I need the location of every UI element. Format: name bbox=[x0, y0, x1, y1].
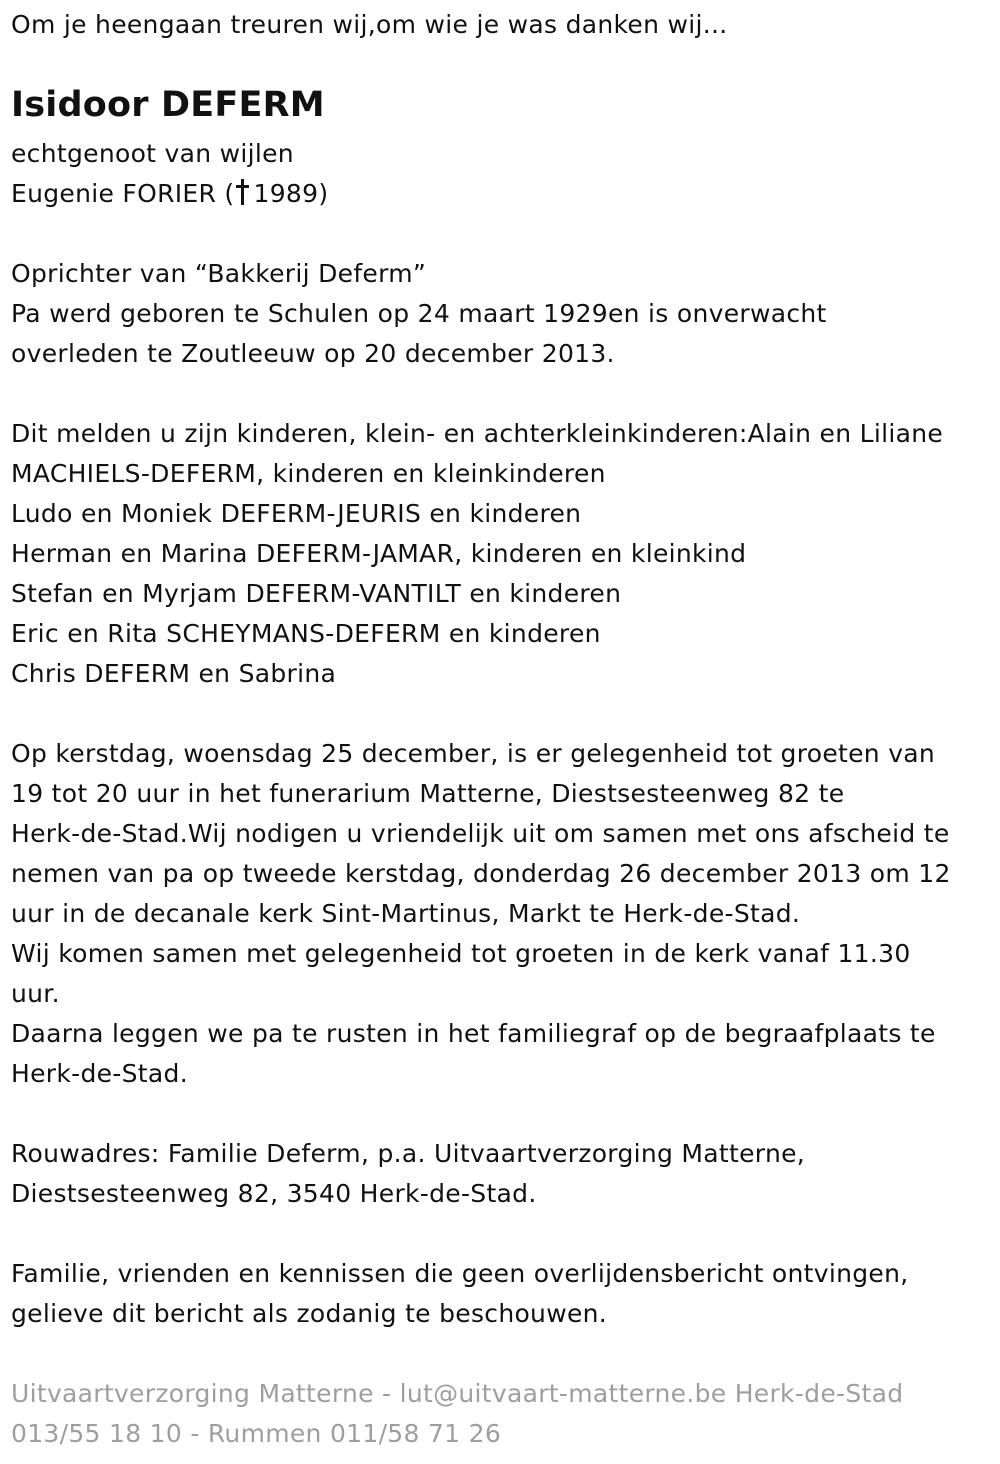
family-line: Ludo en Moniek DEFERM-JEURIS en kinderen bbox=[11, 499, 582, 528]
ceremony-line: Op kerstdag, woensdag 25 december, is er gelegenheid tot groeten van bbox=[11, 739, 936, 768]
address-line: Rouwadres: Familie Deferm, p.a. Uitvaartverzorging Matterne, bbox=[11, 1139, 806, 1168]
family-line: Eric en Rita SCHEYMANS-DEFERM en kinderen bbox=[11, 619, 601, 648]
footer-line: Uitvaartverzorging Matterne - lut@uitvaart-matterne.be Herk-de-Stad bbox=[11, 1379, 904, 1408]
spouse-intro: echtgenoot van wijlen bbox=[11, 139, 294, 168]
family-line: Dit melden u zijn kinderen, klein- en achterkleinkinderen:Alain en Liliane bbox=[11, 419, 944, 448]
ceremony-line: Daarna leggen we pa te rusten in het familiegraf op de begraafplaats te bbox=[11, 1019, 936, 1048]
ceremony-line: uur. bbox=[11, 979, 60, 1008]
ceremony-line: 19 tot 20 uur in het funerarium Matterne, Diestsesteenweg 82 te bbox=[11, 779, 845, 808]
family-line: Herman en Marina DEFERM-JAMAR, kinderen en kleinkind bbox=[11, 539, 747, 568]
family-line: Chris DEFERM en Sabrina bbox=[11, 659, 337, 688]
notice-line: Familie, vrienden en kennissen die geen overlijdensbericht ontvingen, bbox=[11, 1259, 909, 1288]
ceremony-line: Wij komen samen met gelegenheid tot groeten in de kerk vanaf 11.30 bbox=[11, 939, 911, 968]
spouse-suffix: ) bbox=[318, 179, 329, 208]
spouse-name: Eugenie FORIER ( bbox=[11, 179, 235, 208]
spouse-death-year: 1989 bbox=[253, 179, 319, 208]
cross-icon bbox=[236, 179, 249, 205]
family-line: MACHIELS-DEFERM, kinderen en kleinkinderen bbox=[11, 459, 606, 488]
address-line: Diestsesteenweg 82, 3540 Herk-de-Stad. bbox=[11, 1179, 537, 1208]
bio-line: overleden te Zoutleeuw op 20 december 2013. bbox=[11, 339, 615, 368]
ceremony-line: Herk-de-Stad. bbox=[11, 1059, 188, 1088]
bio-line: Oprichter van “Bakkerij Deferm” bbox=[11, 259, 427, 288]
spouse-name-line bbox=[11, 174, 328, 214]
family-line: Stefan en Myrjam DEFERM-VANTILT en kinderen bbox=[11, 579, 622, 608]
motto: Om je heengaan treuren wij,om wie je was danken wij... bbox=[11, 10, 728, 39]
bio-line: Pa werd geboren te Schulen op 24 maart 1929en is onverwacht bbox=[11, 299, 827, 328]
ceremony-line: Herk-de-Stad.Wij nodigen u vriendelijk uit om samen met ons afscheid te bbox=[11, 819, 950, 848]
deceased-name: Isidoor DEFERM bbox=[11, 85, 325, 125]
notice-line: gelieve dit bericht als zodanig te beschouwen. bbox=[11, 1299, 608, 1328]
footer-line: 013/55 18 10 - Rummen 011/58 71 26 bbox=[11, 1419, 502, 1448]
ceremony-line: uur in de decanale kerk Sint-Martinus, Markt te Herk-de-Stad. bbox=[11, 899, 801, 928]
ceremony-line: nemen van pa op tweede kerstdag, donderdag 26 december 2013 om 12 bbox=[11, 859, 951, 888]
